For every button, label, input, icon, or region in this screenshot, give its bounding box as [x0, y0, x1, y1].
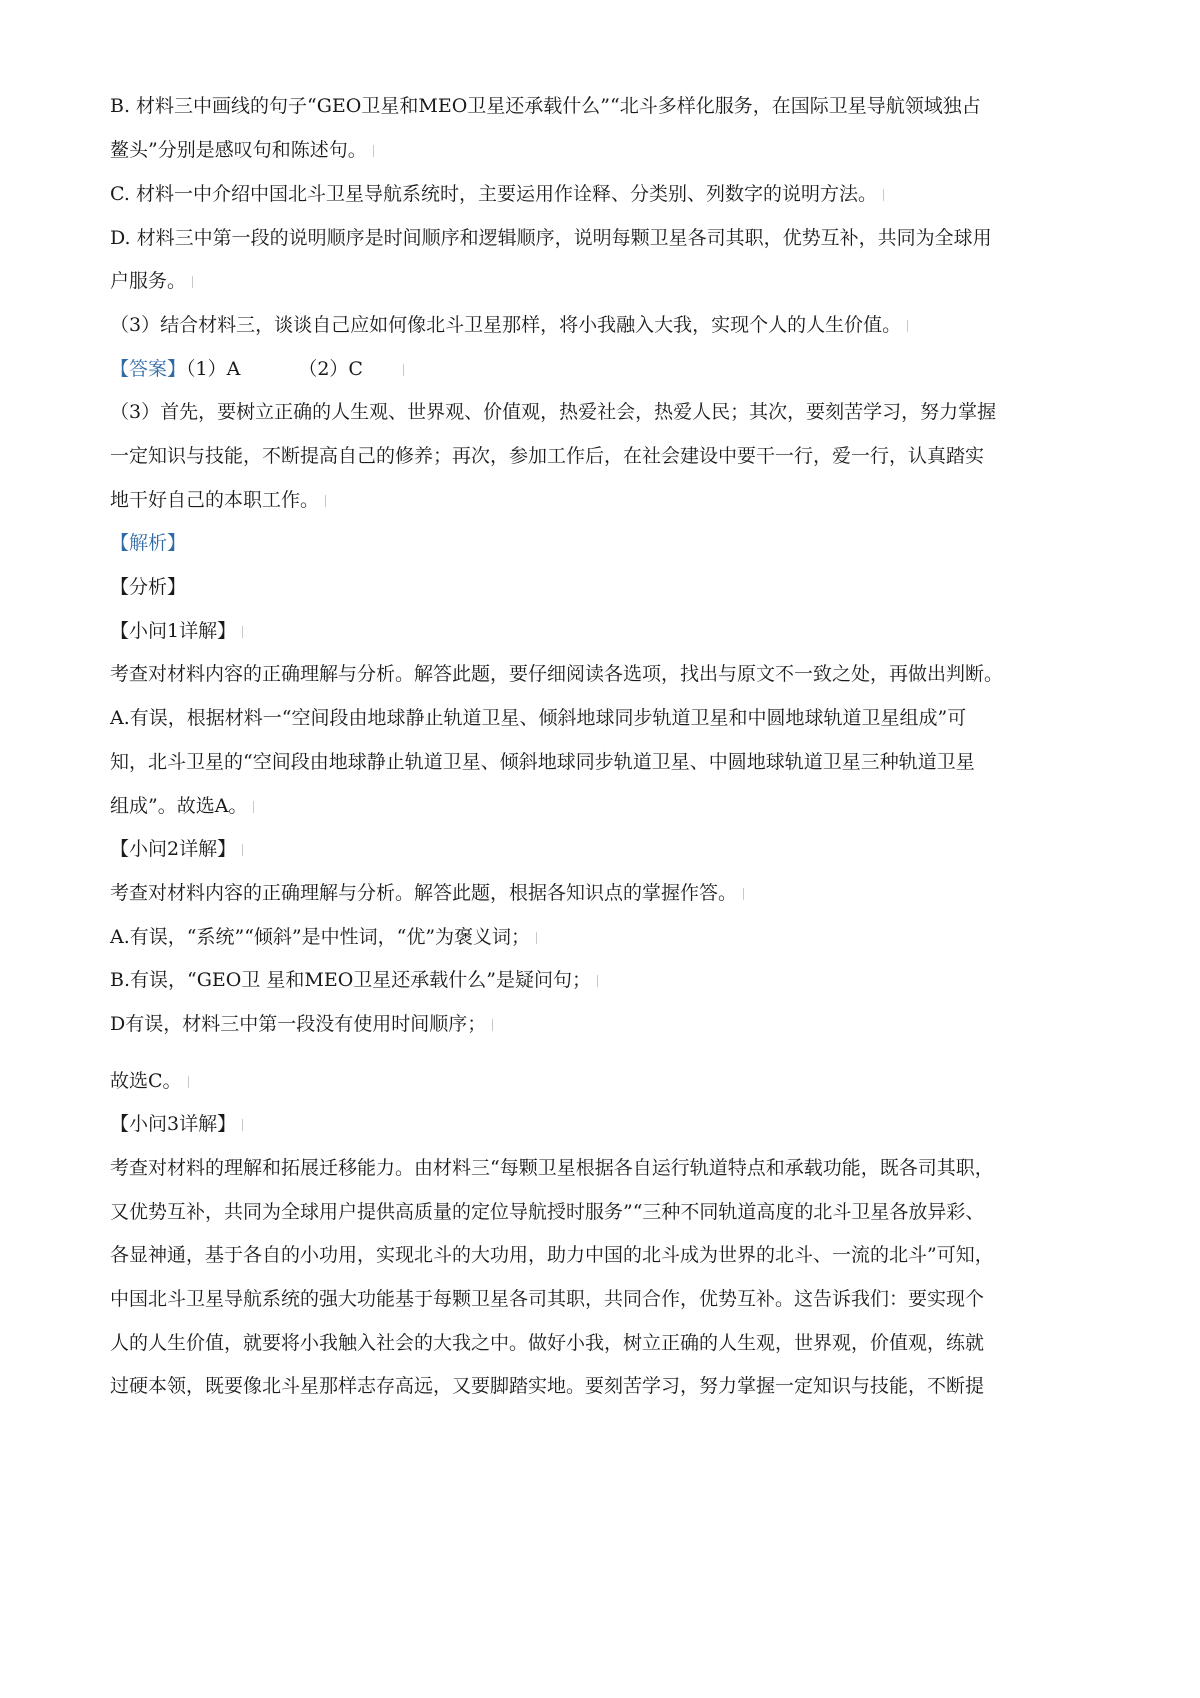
option-d-line-1: D. 材料三中第一段的说明顺序是时间顺序和逻辑顺序，说明每颗卫星各司其职，优势互补，共同为全球用: [110, 227, 992, 249]
fenxi-heading: 【分析】: [110, 576, 187, 598]
sub-question-3-heading: [110, 1111, 247, 1137]
sub-question-2-title: 【小问2详解】: [110, 838, 237, 860]
answer-line: [110, 356, 408, 382]
option-c-line: [110, 181, 888, 207]
sub-question-2-line-2: [110, 924, 541, 950]
question-3-text: （3）结合材料三，谈谈自己应如何像北斗卫星那样，将小我融入大我，实现个人的人生价值。: [110, 314, 902, 336]
sub-question-2-line-1: [110, 880, 748, 906]
paragraph-mark: [242, 844, 247, 856]
option-b-line-2: [110, 137, 378, 163]
answer-3-text: 地干好自己的本职工作。: [110, 489, 320, 511]
answer-3-line-1: （3）首先，要树立正确的人生观、世界观、价值观，热爱社会，热爱人民；其次，要刻苦学习，努力掌握: [110, 401, 997, 423]
option-d-text: 户服务。: [110, 270, 187, 292]
sub-question-2-conclusion: 故选C。: [110, 1070, 182, 1092]
paragraph-mark: [743, 888, 748, 900]
paragraph-mark: [373, 145, 378, 157]
option-b-line-1: B. 材料三中画线的句子“GEO卫星和MEO卫星还承载什么”“北斗多样化服务，在国际卫星导航领域独占: [110, 95, 981, 117]
sub-question-3-line-6: 过硬本领，既要像北斗星那样志存高远，又要脚踏实地。要刻苦学习，努力掌握一定知识与技能，不断提: [110, 1375, 985, 1397]
sub-question-1-line-4: [110, 793, 258, 819]
sub-question-3-line-5: 人的人生价值，就要将小我触入社会的大我之中。做好小我，树立正确的人生观，世界观，价值观，练就: [110, 1332, 985, 1354]
answer-tag: 【答案】: [110, 358, 187, 380]
sub-question-1-heading: [110, 618, 247, 644]
sub-question-3-line-4: 中国北斗卫星导航系统的强大功能基于每颗卫星各司其职，共同合作，优势互补。这告诉我们：要实现个: [110, 1288, 985, 1310]
paragraph-mark: [242, 626, 247, 638]
option-c-text: C. 材料一中介绍中国北斗卫星导航系统时，主要运用作诠释、分类别、列数字的说明方法。: [110, 183, 877, 205]
sub-question-3-line-1: 考查对材料的理解和拓展迁移能力。由材料三“每颗卫星根据各自运行轨道特点和承载功能，既各司其职，: [110, 1157, 994, 1179]
sub-question-2-b: B.有误，“GEO卫 星和MEO卫星还承载什么”是疑问句；: [110, 969, 591, 991]
paragraph-mark: [188, 1076, 193, 1088]
sub-question-1-line-2: A.有误，根据材料一“空间段由地球静止轨道卫星、倾斜地球同步轨道卫星和中圆地球轨道卫星组成”可: [110, 707, 967, 729]
paragraph-mark: [492, 1019, 497, 1031]
sub-question-2-line-4: [110, 1011, 497, 1037]
sub-question-3-title: 【小问3详解】: [110, 1113, 237, 1135]
sub-question-1-line-3: 知，北斗卫星的“空间段由地球静止轨道卫星、倾斜地球同步轨道卫星、中圆地球轨道卫星三种轨道卫星: [110, 751, 975, 773]
sub-question-1-conclusion: 组成”。故选A。: [110, 795, 248, 817]
paragraph-mark: [253, 801, 258, 813]
sub-question-2-d: D有误，材料三中第一段没有使用时间顺序；: [110, 1013, 487, 1035]
sub-question-1-line-1: 考查对材料内容的正确理解与分析。解答此题，要仔细阅读各选项，找出与原文不一致之处，再做出判断。: [110, 663, 1004, 685]
paragraph-mark: [536, 932, 541, 944]
analysis-tag-line: [110, 530, 186, 556]
sub-question-2-a: A.有误，“系统”“倾斜”是中性词，“优”为褒义词；: [110, 926, 531, 948]
sub-question-3-line-3: 各显神通，基于各自的小功用，实现北斗的大功用，助力中国的北斗成为世界的北斗、一流的北斗”可知，: [110, 1244, 994, 1266]
paragraph-mark: [242, 1119, 247, 1131]
paragraph-mark: [325, 495, 330, 507]
answer-3-line-2: 一定知识与技能，不断提高自己的修养；再次，参加工作后，在社会建设中要干一行，爱一行，认真踏实: [110, 445, 985, 467]
answer-3-line-3: [110, 487, 330, 513]
paragraph-mark: [597, 975, 602, 987]
paragraph-mark: [403, 364, 408, 376]
paragraph-mark: [907, 320, 912, 332]
sub-question-2-heading: [110, 836, 247, 862]
answer-1: （1）A: [186, 358, 241, 380]
answer-2: （2）C: [298, 358, 363, 380]
sub-question-2-intro: 考查对材料内容的正确理解与分析。解答此题，根据各知识点的掌握作答。: [110, 882, 738, 904]
sub-question-2-line-3: [110, 967, 602, 993]
option-d-line-2: [110, 268, 197, 294]
sub-question-3-line-2: 又优势互补，共同为全球用户提供高质量的定位导航授时服务”“三种不同轨道高度的北斗卫星各放异彩、: [110, 1201, 985, 1223]
question-3-line: [110, 312, 912, 338]
option-b-text: 鳌头”分别是感叹句和陈述句。: [110, 139, 367, 161]
paragraph-mark: [192, 276, 197, 288]
paragraph-mark: [883, 189, 888, 201]
analysis-tag: 【解析】: [110, 532, 187, 554]
sub-question-2-line-5: [110, 1068, 193, 1094]
sub-question-1-title: 【小问1详解】: [110, 620, 237, 642]
